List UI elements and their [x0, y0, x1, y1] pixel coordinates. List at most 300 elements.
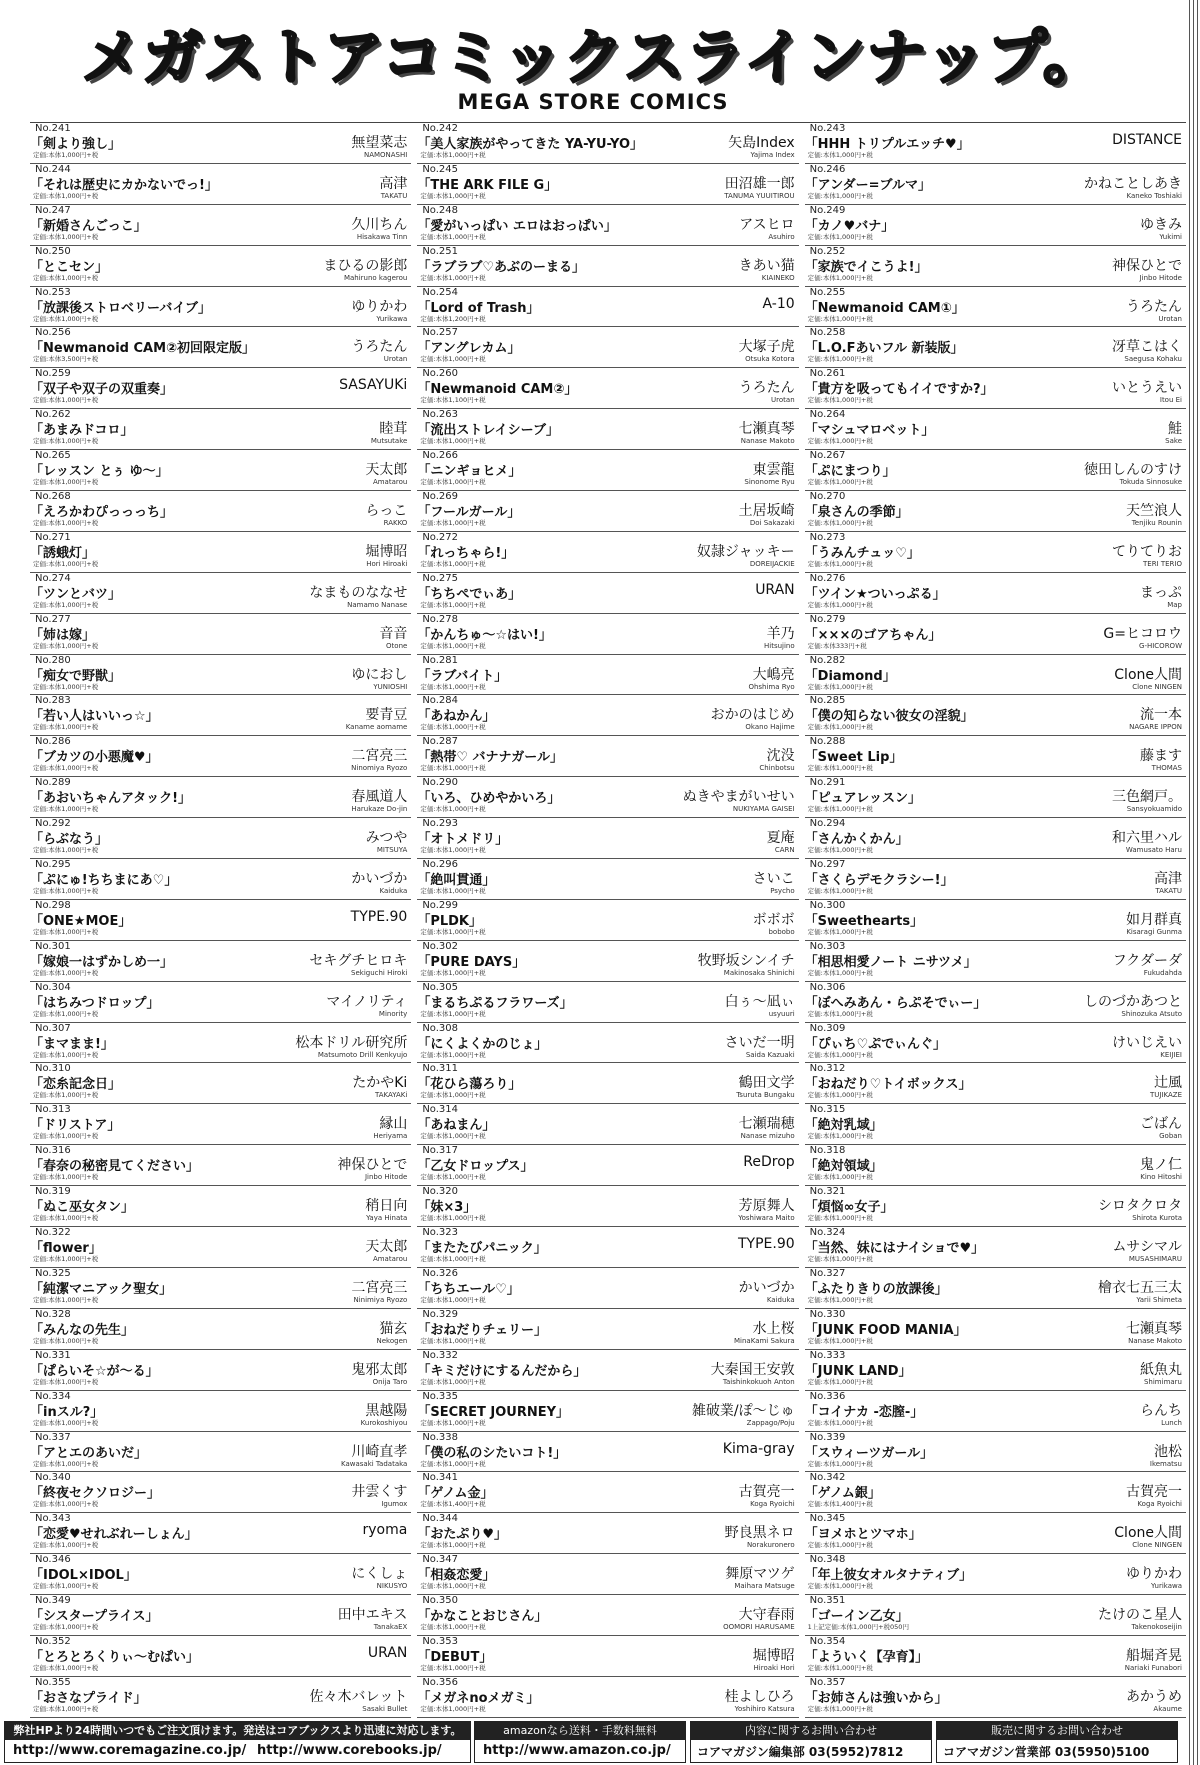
- entry-title: 「マシュマロベット」: [804, 423, 935, 439]
- entry-number: No.307: [35, 1022, 71, 1034]
- entry-author: うろたん: [738, 380, 795, 397]
- entry-author: 古賀亮一: [738, 1484, 795, 1501]
- comic-entry: [805, 941, 1186, 982]
- lineup-column-2: [417, 123, 798, 1720]
- entry-title: 「若い人はいいっ☆」: [30, 709, 159, 725]
- sales-contact-phone: コアマガジン営業部 03(5950)5100: [943, 1745, 1150, 1759]
- entry-title: 「痴女で野獣」: [30, 668, 122, 684]
- entry-price: 定価:本体1,000円+税: [33, 232, 99, 241]
- entry-price: 定価:本体1,000円+税: [420, 1173, 486, 1182]
- entry-price: 定価:本体1,000円+税: [420, 1091, 486, 1100]
- entry-title: 「ぼへみあん・らぷそでぃー」: [804, 995, 987, 1011]
- comic-entry: [30, 205, 411, 246]
- comic-entry: [805, 818, 1186, 859]
- corebooks-link[interactable]: http://www.corebooks.jp/: [257, 1743, 442, 1758]
- entry-number: No.296: [422, 859, 459, 871]
- entry-author-romaji: Kurokoshiyou: [360, 1418, 408, 1427]
- comic-entry: [30, 614, 411, 655]
- entry-title: 「アングレカム」: [417, 341, 521, 357]
- entry-author: 鬼ノ仁: [1140, 1157, 1182, 1174]
- entry-author: かいづか: [351, 871, 408, 888]
- entry-number: No.269: [422, 491, 459, 503]
- entry-author-romaji: G-HICOROW: [1139, 641, 1182, 650]
- entry-price: 定価:本体1,000円+税: [420, 437, 486, 446]
- entry-number: No.305: [422, 981, 459, 993]
- entry-price: 定価:本体1,000円+税: [807, 682, 873, 691]
- content-contact-phone: コアマガジン編集部 03(5952)7812: [697, 1745, 904, 1759]
- comic-entry: [417, 1227, 798, 1268]
- entry-price: 定価:本体1,000円+税: [420, 968, 486, 977]
- entry-author-romaji: Jinbo Hitode: [364, 1173, 408, 1182]
- comic-entry: [805, 1145, 1186, 1186]
- comic-entry: [30, 1104, 411, 1145]
- comic-entry: [30, 1186, 411, 1227]
- entry-title: 「ぬこ巫女タン」: [30, 1200, 135, 1216]
- entry-author: 七瀬真琴: [738, 421, 795, 438]
- entry-author: フクダーダ: [1112, 952, 1182, 969]
- entry-price: 定価:本体1,000円+税: [807, 846, 873, 855]
- entry-author: かいづか: [738, 1279, 795, 1296]
- entry-price: 定価:本体1,000円+税: [807, 1336, 873, 1345]
- entry-title: 「オトメドリ」: [417, 832, 509, 848]
- entry-title: 「アとエのあいだ」: [30, 1445, 148, 1461]
- comic-entry: [30, 736, 411, 777]
- order-box: [4, 1721, 471, 1763]
- entry-number: No.341: [422, 1472, 459, 1484]
- entry-price: 定価:本体1,000円+税: [807, 559, 873, 568]
- entry-number: No.301: [35, 940, 71, 952]
- entry-number: No.322: [35, 1227, 71, 1239]
- entry-author: ryoma: [362, 1522, 408, 1539]
- entry-author: けいじえい: [1112, 1034, 1182, 1051]
- entry-title: 「さくらデモクラシー!」: [804, 873, 954, 889]
- lineup-column-3: [805, 123, 1186, 1720]
- entry-author-romaji: Ohshima Ryo: [748, 682, 795, 691]
- entry-number: No.251: [422, 245, 459, 257]
- entry-title: 「JUNK FOOD MANIA」: [804, 1322, 967, 1338]
- entry-author-romaji: Yarii Shimeta: [1136, 1295, 1182, 1304]
- entry-number: No.276: [809, 572, 846, 584]
- entry-author: 二宮亮三: [351, 748, 408, 765]
- entry-title: 「家族でイこうよ!」: [804, 259, 928, 275]
- entry-author-romaji: TAKATU: [380, 191, 408, 200]
- entry-author-romaji: Sinonome Ryu: [744, 478, 795, 487]
- entry-price: 定価:本体1,000円+税: [807, 927, 873, 936]
- entry-number: No.292: [35, 818, 71, 830]
- entry-author: A-10: [762, 295, 795, 312]
- entry-title: 「ドリストア」: [30, 1118, 121, 1134]
- entry-number: No.354: [809, 1635, 846, 1647]
- comic-entry: [30, 1595, 411, 1636]
- entry-title: 「またたびパニック」: [417, 1241, 547, 1257]
- entry-author-romaji: Psycho: [770, 887, 795, 896]
- comic-entry: [805, 1063, 1186, 1104]
- entry-author: きあい猫: [738, 257, 795, 274]
- entry-number: No.284: [422, 695, 459, 707]
- entry-author-romaji: Yoshiwara Maito: [738, 1214, 795, 1223]
- entry-number: No.316: [35, 1145, 71, 1157]
- comic-entry: [417, 491, 798, 532]
- entry-author-romaji: Mahiruno kagerou: [343, 273, 408, 282]
- entry-price: 定価:本体1,000円+税: [33, 1050, 99, 1059]
- entry-title: 「レッスン とぅ ゆ～」: [30, 464, 169, 480]
- comic-entry: [417, 164, 798, 205]
- comic-entry: [417, 123, 798, 164]
- entry-author-romaji: Hitsujino: [764, 641, 795, 650]
- entry-number: No.343: [35, 1513, 71, 1525]
- entry-number: No.336: [809, 1390, 846, 1402]
- entry-price: 定価:本体1,000円+税: [420, 151, 486, 159]
- entry-author-romaji: Matsumoto Drill Kenkyujo: [317, 1050, 408, 1059]
- entry-number: No.300: [809, 899, 846, 911]
- comic-entry: [805, 450, 1186, 491]
- entry-price: 定価:本体1,000円+税: [420, 723, 486, 732]
- entry-number: No.315: [809, 1104, 846, 1116]
- footer: [0, 1719, 1186, 1765]
- entry-title: 「Newmanoid CAM②初回限定版」: [30, 341, 256, 357]
- comic-entry: [417, 1677, 798, 1718]
- entry-number: No.339: [809, 1431, 846, 1443]
- entry-number: No.348: [809, 1554, 846, 1566]
- entry-price: 定価:本体1,000円+税: [420, 1214, 486, 1223]
- entry-price: 定価:本体1,000円+税: [33, 314, 99, 323]
- entry-author-romaji: TAKAYAKi: [375, 1091, 408, 1100]
- entry-author: 大秦国王安敦: [710, 1361, 795, 1378]
- entry-price: 定価:本体1,000円+税: [420, 1050, 486, 1059]
- entry-price: 定価:本体1,000円+税: [420, 641, 486, 650]
- entry-price: 定価:本体1,000円+税: [33, 191, 99, 200]
- entry-author: 田中エキス: [337, 1607, 408, 1624]
- entry-number: No.261: [809, 368, 846, 380]
- entry-title: 「まるちぷるフラワーズ」: [417, 995, 573, 1011]
- entry-author-romaji: OOMORI HARUSAME: [723, 1623, 795, 1632]
- amazon-box: [474, 1721, 686, 1763]
- entry-author-romaji: Maihara Matsuge: [734, 1582, 795, 1591]
- entry-title: 「絶対乳域」: [804, 1118, 883, 1134]
- comic-entry: [30, 1309, 411, 1350]
- entry-price: 定価:本体1,000円+税: [33, 1582, 99, 1591]
- amazon-link[interactable]: http://www.amazon.co.jp/: [483, 1743, 671, 1758]
- entry-title: 「あねかん」: [417, 709, 496, 725]
- entry-author-romaji: Minority: [378, 1009, 408, 1018]
- entry-price: 定価:本体1,000円+税: [33, 846, 99, 855]
- entry-title: 「誘蛾灯」: [30, 545, 96, 561]
- entry-author-romaji: RAKKO: [383, 519, 408, 528]
- entry-number: No.326: [422, 1267, 459, 1279]
- comic-entry: [417, 1595, 798, 1636]
- entry-author-romaji: usyuuri: [768, 1009, 795, 1018]
- entry-title: 「あまみドコロ」: [30, 423, 134, 439]
- entry-author: 池松: [1154, 1443, 1182, 1460]
- comic-entry: [417, 327, 798, 368]
- entry-author-romaji: Yajima Index: [750, 151, 795, 159]
- entry-author-romaji: Otone: [386, 641, 408, 650]
- entry-number: No.280: [35, 654, 71, 666]
- entry-author-romaji: MUSASHIMARU: [1128, 1255, 1182, 1264]
- entry-author: 白ぅ～凪ぃ: [724, 993, 795, 1010]
- comic-entry: [805, 1268, 1186, 1309]
- entry-author-romaji: Urotan: [1158, 314, 1182, 323]
- entry-number: No.270: [809, 491, 846, 503]
- comic-entry: [805, 1677, 1186, 1718]
- entry-number: No.286: [35, 736, 71, 748]
- entry-title: 「まマまま!」: [30, 1036, 114, 1052]
- comic-entry: [30, 1227, 411, 1268]
- entry-number: No.264: [809, 409, 846, 421]
- entry-price: 定価:本体1,000円+税: [807, 1704, 873, 1713]
- entry-number: No.335: [422, 1390, 459, 1402]
- entry-author: URAN: [755, 581, 795, 598]
- entry-title: 「おねだり♡トイボックス」: [804, 1077, 972, 1093]
- entry-number: No.289: [35, 777, 71, 789]
- entry-author: 七瀬真琴: [1126, 1320, 1182, 1337]
- entry-price: 定価:本体1,000円+税: [420, 1295, 486, 1304]
- entry-author-romaji: TANUMA YUUITIROU: [724, 191, 795, 200]
- entry-author-romaji: Nanase mizuho: [740, 1132, 795, 1141]
- header: [0, 0, 1186, 118]
- entry-price: 定価:本体1,000円+税: [420, 273, 486, 282]
- comic-entry: [417, 1063, 798, 1104]
- content-contact-box: [690, 1721, 932, 1763]
- entry-author-romaji: Sasaki Bullet: [362, 1704, 408, 1713]
- entry-author-romaji: Sansyokuamido: [1126, 805, 1182, 814]
- entry-number: No.260: [422, 368, 459, 380]
- entry-author-romaji: Saida Kazuaki: [745, 1050, 795, 1059]
- entry-number: No.288: [809, 736, 846, 748]
- sales-contact-box: [936, 1721, 1178, 1763]
- entry-author: 睦茸: [379, 421, 408, 438]
- entry-number: No.258: [809, 327, 846, 339]
- entry-number: No.253: [35, 286, 71, 298]
- entry-author: なまものななせ: [309, 584, 408, 601]
- entry-author-romaji: Nanase Makoto: [1128, 1336, 1182, 1345]
- entry-number: No.267: [809, 450, 846, 462]
- entry-price: 定価:本体1,000円+税: [420, 478, 486, 487]
- comic-entry: [805, 164, 1186, 205]
- entry-author-romaji: Yurikawa: [376, 314, 408, 323]
- comic-entry: [417, 1104, 798, 1145]
- entry-author-romaji: Kawasaki Tadataka: [341, 1459, 408, 1468]
- comic-entry: [417, 246, 798, 287]
- entry-number: No.331: [35, 1349, 71, 1361]
- comic-entry: [30, 123, 411, 164]
- comic-entry: [417, 1309, 798, 1350]
- entry-price: 定価:本体1,000円+税: [807, 887, 873, 896]
- entry-author-romaji: Lunch: [1161, 1418, 1182, 1427]
- entry-author: 舞原マツゲ: [725, 1566, 795, 1583]
- entry-author-romaji: Asuhiro: [768, 232, 795, 241]
- entry-price: 定価:本体1,000円+税: [420, 846, 486, 855]
- entry-title: 「乙女ドロップス」: [417, 1159, 534, 1175]
- entry-number: No.275: [422, 572, 459, 584]
- comic-entry: [417, 736, 798, 777]
- entry-author: うろたん: [1126, 298, 1182, 315]
- entry-title: 「姉は嫁」: [30, 627, 96, 643]
- comic-entry: [30, 1554, 411, 1595]
- entry-author: ReDrop: [743, 1154, 795, 1171]
- comic-entry: [805, 900, 1186, 941]
- comic-entry: [30, 573, 411, 614]
- comic-entry: [417, 450, 798, 491]
- entry-price: 定価:本体1,000円+税: [33, 151, 99, 159]
- comic-entry: [30, 1513, 411, 1554]
- entry-author-romaji: Ikematsu: [1149, 1459, 1182, 1468]
- entry-title: 「泉さんの季節」: [804, 505, 909, 521]
- entry-author-romaji: Mutsutake: [370, 437, 408, 446]
- comic-entry: [805, 246, 1186, 287]
- entry-title: 「絶叫貫通」: [417, 873, 496, 889]
- entry-title: 「美人家族がやってきた YA-YU-YO」: [417, 137, 644, 152]
- comic-entry: [805, 1350, 1186, 1391]
- entry-title: 「うみんチュッ♡」: [804, 545, 920, 561]
- entry-number: No.285: [809, 695, 846, 707]
- entry-number: No.351: [809, 1595, 846, 1607]
- entry-author-romaji: Otsuka Kotora: [745, 355, 795, 364]
- comic-entry: [805, 1023, 1186, 1064]
- comic-entry: [417, 1145, 798, 1186]
- comic-entry: [417, 982, 798, 1023]
- coremagazine-link[interactable]: http://www.coremagazine.co.jp/: [13, 1743, 247, 1758]
- entry-author-romaji: Sekiguchi Hiroki: [351, 968, 408, 977]
- entry-price: 定価:本体1,000円+税: [807, 1255, 873, 1264]
- entry-author: 辻風: [1154, 1075, 1182, 1092]
- entry-author-romaji: Urotan: [771, 396, 795, 405]
- comic-entry: [30, 532, 411, 573]
- entry-number: No.319: [35, 1186, 71, 1198]
- comic-entry: [30, 164, 411, 205]
- comic-entry: [417, 777, 798, 818]
- entry-author-romaji: NUKIYAMA GAISEI: [732, 805, 795, 814]
- entry-number: No.291: [809, 777, 846, 789]
- entry-number: No.309: [809, 1022, 846, 1034]
- entry-title: 「ツイン★ついっぷる」: [804, 586, 946, 602]
- comic-entry: [417, 287, 798, 328]
- entry-author-romaji: Shirota Kurota: [1132, 1214, 1182, 1223]
- entry-number: No.304: [35, 981, 71, 993]
- entry-author: 田沼雄一郎: [724, 175, 795, 192]
- entry-title: 「熱帯♡ バナナガール」: [417, 750, 563, 766]
- comic-entry: [417, 1513, 798, 1554]
- entry-number: No.281: [422, 654, 459, 666]
- entry-author: 流一本: [1140, 707, 1182, 724]
- entry-price: 定価:本体1,000円+税: [807, 1009, 873, 1018]
- entry-number: No.323: [422, 1227, 459, 1239]
- entry-number: No.299: [422, 899, 459, 911]
- comic-entry: [805, 982, 1186, 1023]
- entry-author: マイノリティ: [326, 993, 408, 1010]
- entry-author-romaji: Tokuda Sinnosuke: [1119, 478, 1182, 487]
- entry-author: 鬼邪太郎: [351, 1361, 408, 1378]
- comic-entry: [30, 1432, 411, 1473]
- comic-entry: [417, 900, 798, 941]
- entry-number: No.321: [809, 1186, 846, 1198]
- entry-number: No.295: [35, 859, 71, 871]
- comic-entry: [417, 818, 798, 859]
- entry-price: 定価:本体1,000円+税: [807, 600, 873, 609]
- entry-author: たかやKi: [352, 1075, 408, 1092]
- entry-author: シロタクロタ: [1098, 1198, 1182, 1215]
- entry-number: No.347: [422, 1554, 459, 1566]
- entry-author-romaji: Kaiduka: [766, 1295, 795, 1304]
- entry-number: No.340: [35, 1472, 71, 1484]
- entry-author: 奴隷ジャッキー: [696, 543, 795, 560]
- entry-title: 「Sweet Lip」: [804, 750, 903, 766]
- entry-price: 定価:本体1,000円+税: [420, 1418, 486, 1427]
- entry-author: 和六里ハル: [1112, 830, 1182, 847]
- entry-number: No.268: [35, 491, 71, 503]
- entry-author: にくしょ: [351, 1566, 408, 1583]
- entry-number: No.345: [809, 1513, 846, 1525]
- entry-title: 「双子や双子の双重奏」: [30, 382, 174, 398]
- entry-title: 「相思相愛ノート ニサツメ」: [804, 954, 977, 970]
- entry-price: 定価:本体333円+税: [807, 641, 867, 650]
- entry-author: 藤ます: [1140, 748, 1182, 765]
- entry-price: 定価:本体1,000円+税: [33, 1132, 99, 1141]
- entry-number: No.257: [422, 327, 459, 339]
- entry-author-romaji: Ninomiya Ryozo: [351, 764, 408, 773]
- entry-title: 「ゲノム金」: [417, 1486, 494, 1502]
- page-title: メガストアコミックスラインナップ。: [81, 23, 1105, 93]
- entry-author: 船堀斉晃: [1126, 1647, 1182, 1664]
- entry-title: 「ニンギョヒメ」: [417, 464, 522, 480]
- entry-number: No.254: [422, 286, 459, 298]
- entry-number: No.324: [809, 1227, 846, 1239]
- entry-author-romaji: Fukudahda: [1143, 968, 1182, 977]
- entry-author-romaji: Kaiduka: [379, 887, 408, 896]
- entry-author-romaji: THOMAS: [1151, 764, 1182, 773]
- entry-title: 「純潔マニアック聖女」: [30, 1281, 173, 1297]
- entry-title: 「僕の知らない彼女の淫貌」: [804, 709, 974, 725]
- entry-number: No.252: [809, 245, 846, 257]
- entry-price: 定価:本体1,000円+税: [33, 437, 99, 446]
- entry-title: 「IDOL×IDOL」: [30, 1568, 137, 1584]
- entry-title: 「いろ、ひめやかいろ」: [417, 791, 561, 807]
- entry-number: No.259: [35, 368, 71, 380]
- comic-entry: [30, 409, 411, 450]
- entry-title: 「僕の私のシたいコト!」: [417, 1445, 567, 1461]
- entry-price: 定価:本体1,000円+税: [807, 1663, 873, 1672]
- entry-number: No.303: [809, 940, 846, 952]
- entry-author: 無望菜志: [351, 135, 408, 151]
- entry-author-romaji: YUNIOSHI: [373, 682, 408, 691]
- entry-author-romaji: Shinozuka Atsuto: [1121, 1009, 1182, 1018]
- entry-author-romaji: KIAINEKO: [761, 273, 795, 282]
- entry-author: あかうめ: [1126, 1688, 1182, 1705]
- entry-title: 「貴方を吸ってもイイですか?」: [804, 382, 994, 398]
- entry-author: かねことしあき: [1084, 175, 1182, 192]
- comic-entry: [417, 368, 798, 409]
- comic-entry: [417, 1023, 798, 1064]
- entry-price: 定価:本体1,100円+税: [420, 396, 486, 405]
- entry-title: 「フールガール」: [417, 505, 521, 521]
- entry-title: 「×××のゴアちゃん」: [804, 627, 942, 643]
- entry-author: まひるの影郎: [323, 257, 408, 274]
- comic-entry: [417, 1432, 798, 1473]
- entry-price: 定価:本体1,000円+税: [420, 1336, 486, 1345]
- entry-number: No.330: [809, 1308, 846, 1320]
- entry-title: 「妹×3」: [417, 1200, 477, 1216]
- entry-number: No.256: [35, 327, 71, 339]
- comic-entry: [805, 1104, 1186, 1145]
- entry-number: No.338: [422, 1431, 459, 1443]
- entry-author: 鮭: [1168, 421, 1182, 438]
- entry-price: 定価:本体1,000円+税: [807, 1377, 873, 1386]
- entry-author-romaji: Takenokoseijin: [1131, 1623, 1182, 1632]
- entry-title: 「コイナカ -恋膣-」: [804, 1404, 924, 1420]
- entry-title: 「みんなの先生」: [30, 1322, 135, 1338]
- entry-title: 「ぷにゅ!ちちまにあ♡」: [30, 873, 178, 889]
- entry-author: ゆきみ: [1140, 216, 1182, 233]
